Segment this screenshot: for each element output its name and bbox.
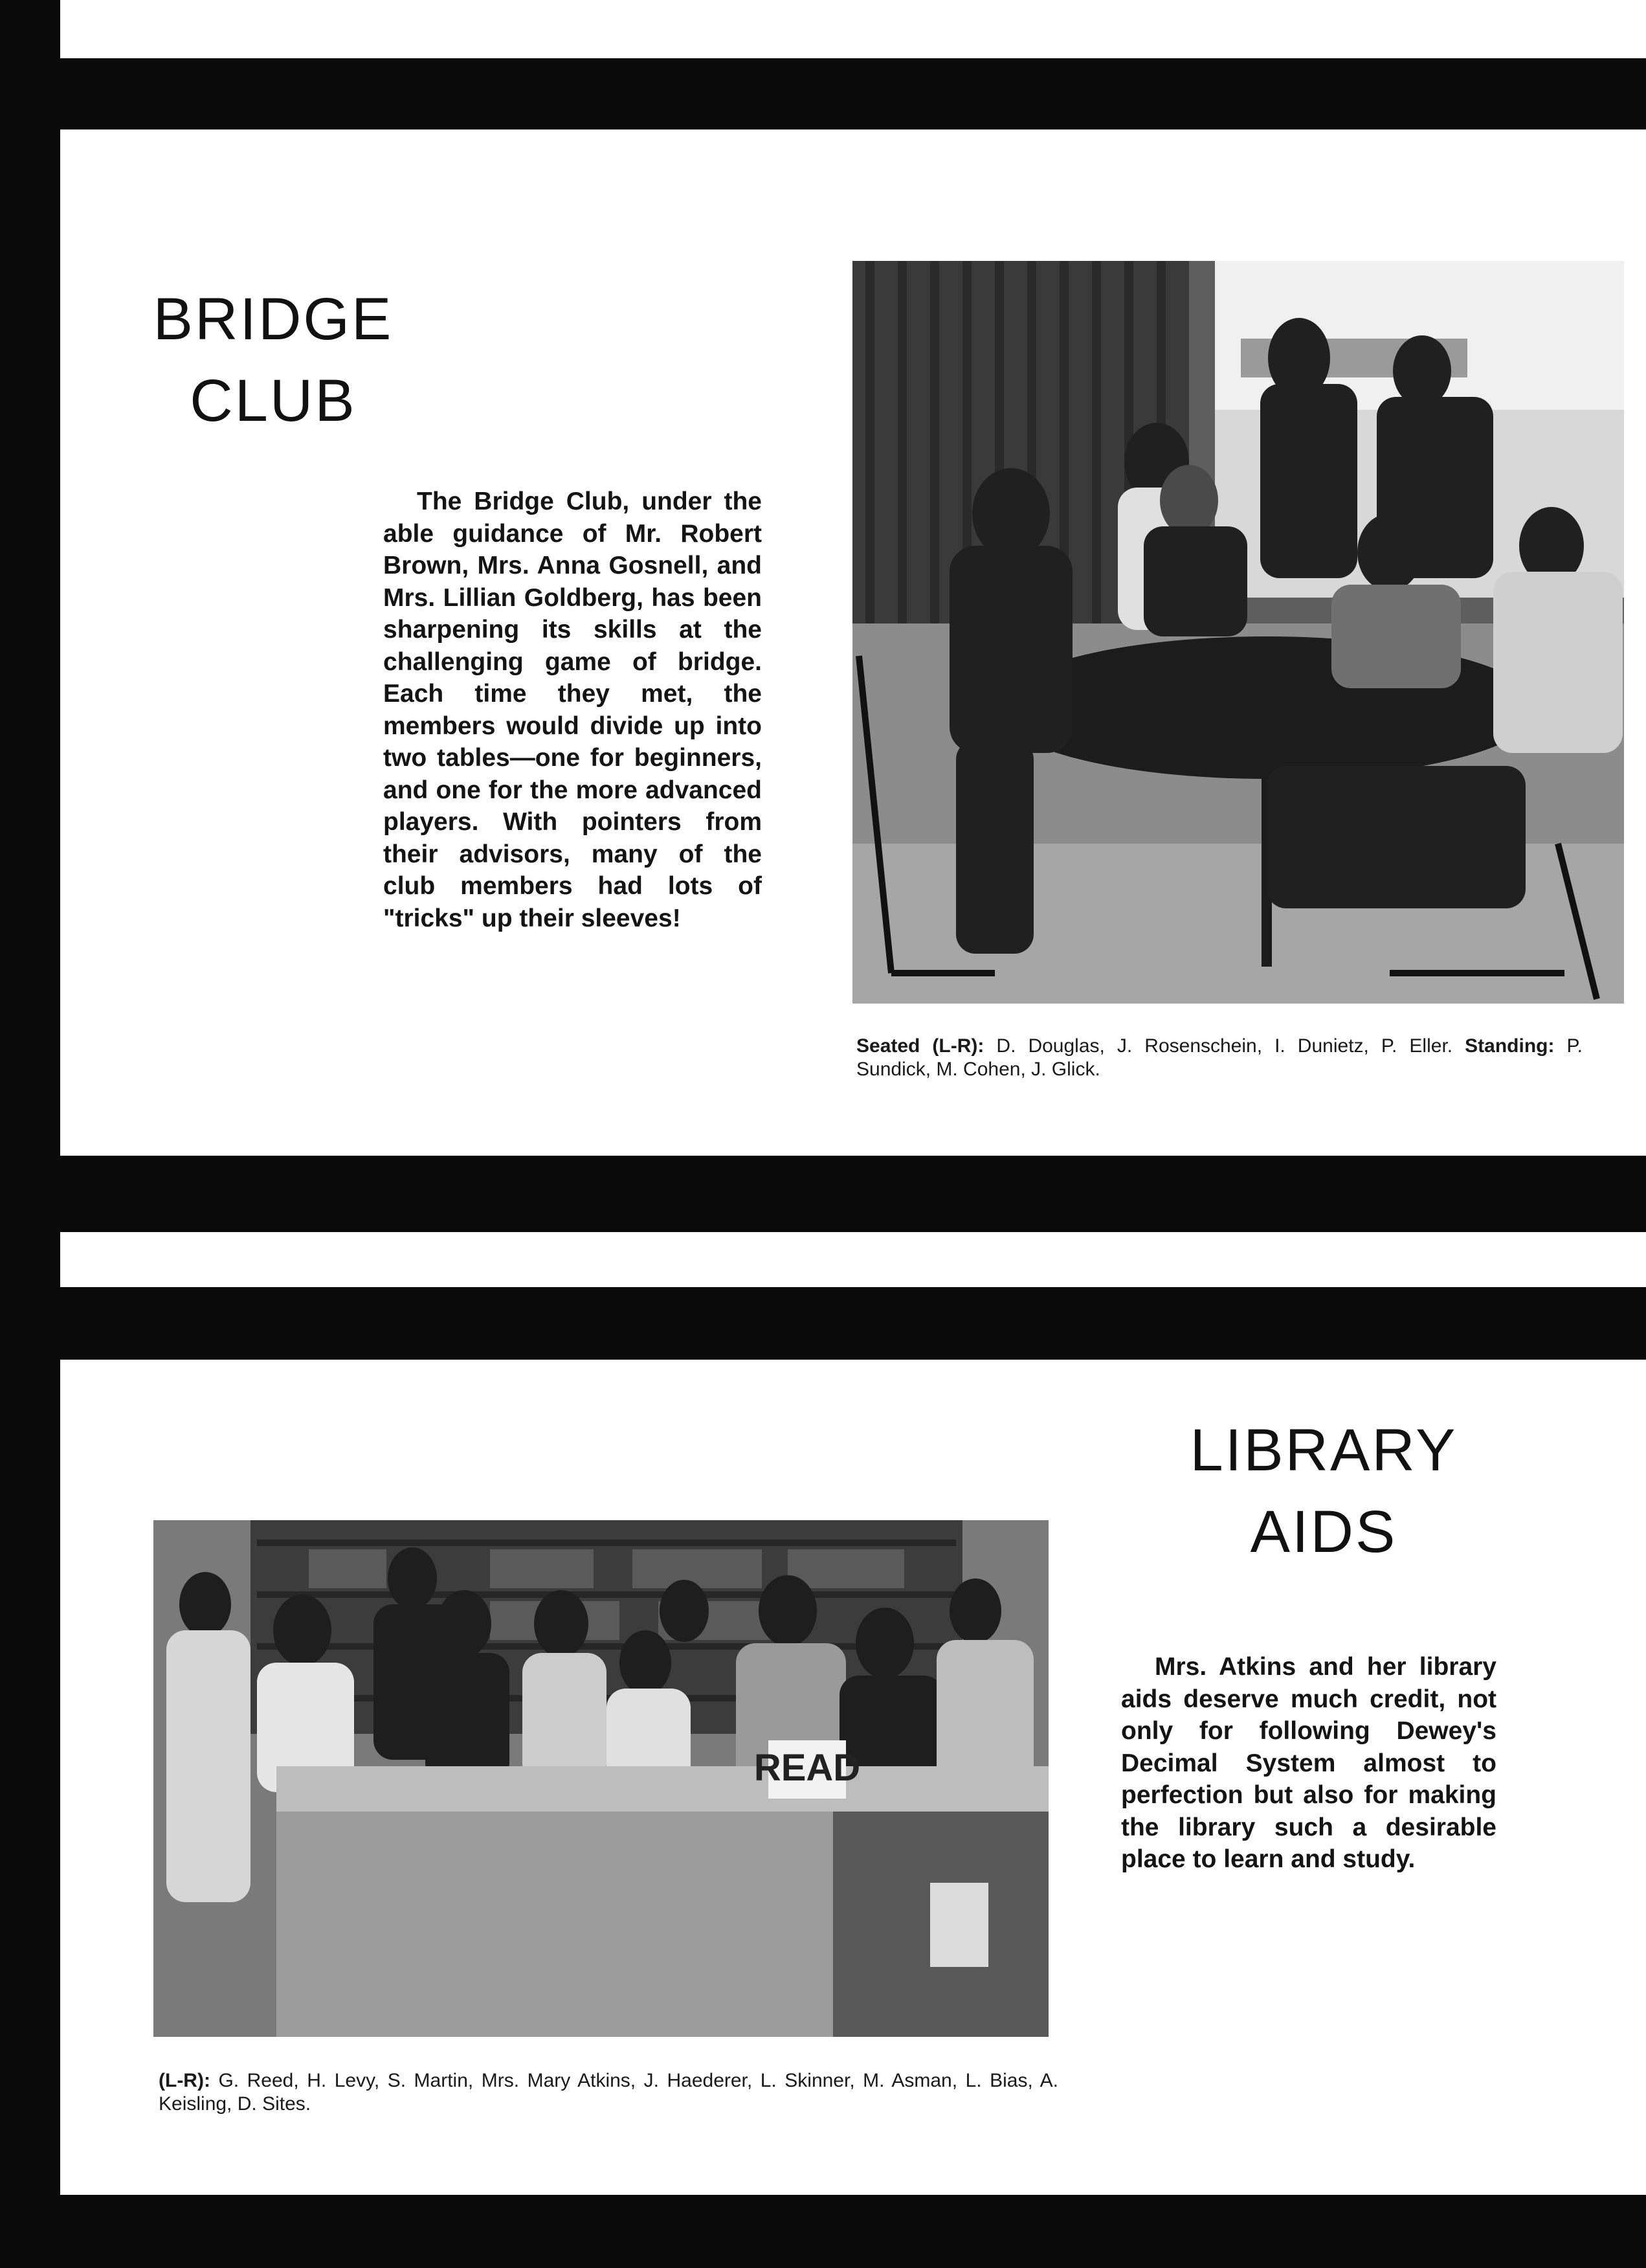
caption-lr-label: (L-R):	[159, 2070, 210, 2091]
library-aids-photo-caption	[159, 2069, 1058, 2116]
caption-seated-names: D. Douglas, J. Rosenschein, I. Dunietz, P. Eller.	[984, 1035, 1465, 1057]
bridge-club-photo-image	[852, 261, 1624, 1004]
left-frame-bar	[0, 0, 60, 2268]
middle-frame-bar-upper	[0, 1156, 1646, 1232]
top-frame-bar	[0, 58, 1646, 129]
bridge-club-heading	[144, 278, 403, 442]
library-aids-heading	[1155, 1409, 1492, 1573]
bridge-heading-line1: BRIDGE	[153, 286, 394, 352]
bridge-club-photo-caption	[856, 1035, 1583, 1081]
caption-seated-label: Seated (L-R):	[856, 1035, 984, 1057]
library-heading-line2: AIDS	[1250, 1499, 1397, 1565]
library-aids-photo-image	[153, 1520, 1049, 2037]
bottom-frame-bar	[0, 2195, 1646, 2268]
read-sign-text: READ	[753, 1747, 861, 1789]
library-aids-photo	[153, 1520, 1049, 2037]
caption-standing-label: Standing:	[1465, 1035, 1555, 1057]
library-heading-line1: LIBRARY	[1190, 1417, 1458, 1483]
caption-lr-names: G. Reed, H. Levy, S. Martin, Mrs. Mary Atkins, J. Haederer, L. Skinner, M. Asman, L. Bias, A. Keisling, D. Sites.	[159, 2070, 1058, 2115]
bridge-club-body-text: The Bridge Club, under the able guidance of Mr. Robert Brown, Mrs. Anna Gosnell, and Mrs. Lillian Goldberg, has been sharpening its skills at the challenging game of bridge. Each time they met, the members would divide up into two tables—one for beginners, and one for the more advanced players. With pointers from their advisors, many of the club members had lots of "tricks" up their sleeves!	[383, 488, 762, 932]
bridge-club-photo	[852, 261, 1624, 1004]
middle-frame-bar-lower	[0, 1287, 1646, 1360]
bridge-heading-line2: CLUB	[190, 368, 357, 434]
library-aids-body-text: Mrs. Atkins and her library aids deserve much credit, not only for following Dewey's Decimal System almost to perfection but also for making the library such a desirable place to learn and study.	[1121, 1653, 1496, 1873]
caption-standing-names: P. Sundick, M. Cohen, J. Glick.	[856, 1035, 1583, 1080]
